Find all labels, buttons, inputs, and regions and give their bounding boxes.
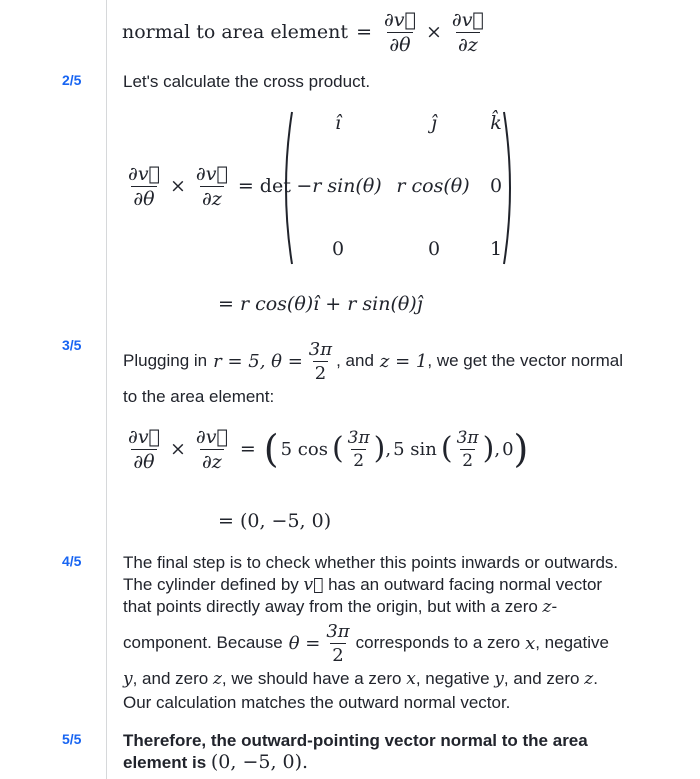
cross-product-lhs: $\frac{\partial v⃗}{\partial\theta}$ × $\frac{\partial v⃗}{\partial z}$ = det (128, 162, 291, 210)
step-number-5: 5/5 (62, 731, 82, 747)
partial-v-z: $\frac{\partial v⃗}{\partial z}$ (451, 8, 484, 56)
normal-vector-eval: $\frac{\partial v⃗}{\partial\theta}$ × $\frac{\partial v⃗}{\partial z}$ = ( 5 cos ( $\frac{3\pi}{2}$ ) , 5 sin ( $\frac{3\pi}{2}$ ) , 0 ) (128, 425, 529, 473)
cross-product-result: = r cos(θ)ı̂ + r sin(θ)ȷ̂ (218, 293, 423, 315)
step-2-text: Let's calculate the cross product. (123, 72, 371, 91)
step-3-line1: Plugging in r = 5, θ = $\frac{3\pi}{2}$ , and z = 1 , we get the vector normal (123, 338, 623, 384)
step-4-line6: Our calculation matches the outward normal vector. (123, 693, 511, 712)
matrix-m31: 0 (331, 238, 345, 260)
matrix-j-hat: ȷ̂ (431, 112, 437, 134)
step-3-line2: to the area element: (123, 387, 275, 406)
step-4-line5: y, and zero z, we should have a zero x, negative y, and zero z. (123, 669, 598, 689)
step-number-2: 2/5 (62, 72, 82, 88)
matrix-m33: 1 (489, 238, 503, 260)
step-number-3: 3/5 (62, 337, 82, 353)
step-4-line1: The final step is to check whether this points inwards or outwards. (123, 553, 619, 572)
left-rail (106, 0, 107, 779)
step-4-line4: component. Because θ = $\frac{3\pi}{2}$ corresponds to a zero x , negative (123, 620, 609, 666)
final-answer: (0, −5, 0). (210, 751, 309, 773)
final-vector-result: = (0, −5, 0) (218, 510, 332, 532)
step-4-line2: The cylinder defined by v⃗ has an outward facing normal vector (123, 575, 603, 595)
matrix-i-hat: ı̂ (334, 112, 342, 134)
matrix-k-hat: k̂ (490, 112, 502, 134)
matrix-m32: 0 (427, 238, 441, 260)
matrix-m23: 0 (489, 175, 503, 197)
three-pi-over-two: $\frac{3\pi}{2}$ (308, 338, 333, 384)
step-5-line1: Therefore, the outward-pointing vector normal to the area (123, 731, 588, 750)
det-label: det (259, 175, 291, 197)
step-4-line3: that points directly away from the origin, but with a zero z- (123, 597, 558, 617)
matrix-m21: −r sin(θ) (296, 175, 382, 197)
matrix-m22: r cos(θ) (396, 175, 470, 197)
step-number-4: 4/5 (62, 553, 82, 569)
normal-label: normal to area element (122, 21, 349, 43)
partial-v-theta: $\frac{\partial v⃗}{\partial\theta}$ (383, 8, 416, 56)
normal-definition: normal to area element = $\frac{\partial v⃗}{\partial\theta}$ × $\frac{\partial v⃗}{\partial z}$ (122, 8, 484, 56)
step-5-line2: element is (0, −5, 0). (123, 751, 309, 773)
